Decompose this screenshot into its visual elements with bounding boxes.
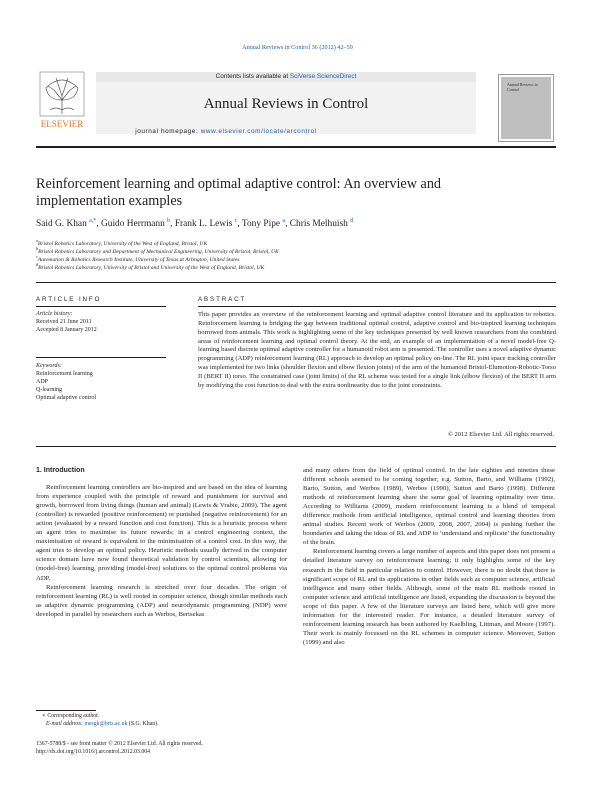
divider [198, 306, 556, 307]
author-affiliation-mark[interactable]: d [350, 218, 354, 224]
keyword: Reinforcement learning [36, 371, 93, 377]
right-column [303, 466, 555, 647]
doi-link[interactable]: http://dx.doi.org/10.1016/j.arcontrol.2012.03.004 [36, 749, 151, 755]
keyword: Q-learning [36, 387, 62, 393]
divider [36, 282, 556, 283]
author: Frank L. Lewis $^c$ [174, 218, 238, 230]
paragraph: Reinforcement learning research is stretched over four decades. The origin of reinforcement learning (RL) is well rooted in computer science, though similar methods such as adaptive dynamic programming (ADP) and neurodynamic programming (NDP) were developed in parallel by researchers such as Werbos, Bertsekas [36, 583, 287, 618]
affiliation: $^b$Bristol Robotics Laboratory and Department of Mechanical Engineering, University of Bristol, Bristol, UK [36, 246, 279, 255]
footnote-rule [36, 710, 96, 711]
affiliation: $^c$Automation & Robotics Research Institute, University of Texas at Arlington, United States [36, 254, 240, 263]
author: Said G. Khan $^{a,*}$ [36, 218, 97, 230]
email-note [46, 721, 159, 727]
abstract-text: This paper provides an overview of the reinforcement learning and optimal adaptive control literature and its application to robotics. Reinforcement learning is bridging the gap between traditional optimal control, adaptive control and bio-inspired learning techniques borrowed from animals. This work is highlighting some of the key techniques presented by well known researchers from the combined areas of reinforcement learning and optimal control theory. At the end, an example of an implementation of a novel model-free Q-learning based discrete optimal adaptive controller for a humanoid robot arm is presented. The controller uses a novel adaptive dynamic programming (ADP) reinforcement learning (RL) approach to develop an optimal policy on-line. The RL joint space tracking controller was implemented for two links (shoulder flexion and elbow flexion joints) of the arm of the humanoid Bristol-Elumotion-Robotic-Torso II (BERT II) torso. The constrained case (joint limits) of the RL scheme was tested for a single link (elbow flexion) of the BERT II arm by modifying the cost function to deal with the extra nonlinearity due to the joint constraints. [198, 311, 556, 389]
homepage-prefix: journal homepage: [135, 128, 201, 135]
received-date: Received 21 June 2011 [36, 319, 92, 325]
sciencedirect-link[interactable]: SciVerse ScienceDirect [289, 73, 357, 80]
keyword: Optimal adaptive control [36, 395, 96, 401]
journal-citation[interactable]: Annual Reviews in Control 36 (2012) 42–59 [242, 44, 353, 51]
journal-title-box [96, 82, 476, 134]
keyword: ADP [36, 379, 49, 385]
keywords-label: Keywords: [36, 363, 62, 369]
paragraph: Reinforcement learning covers a large number of aspects and this paper does not present a detailed literature survey on reinforcement learning; it only highlights some of the key research in the field in particular relation to control. However, there is no doubt that there is significant scope of RL and its applications in other fields such as computer science, artificial intelligence and many other fields. Although, some of the main RL methods rooted in computer science and artificial intelligence are listed, expanding the discussion is beyond the scope of this paper. A few of the literature surveys are listed here, which will give more information for the interested reader. For instance, a detailed literature survey of reinforcement learning research has been authored by Kaelbling, Littman, and Moore (1997). Their work is mainly focussed on the RL schemes in computer science. Moreover, Sutton (1999) and also [303, 548, 555, 646]
contents-line [96, 72, 476, 82]
author-affiliation-mark[interactable]: b [167, 218, 171, 224]
cover-image [501, 77, 551, 139]
journal-cover-thumbnail [498, 74, 554, 142]
cover-title: Annual Reviews in Control [507, 82, 538, 92]
author-list: Said G. Khan $^{a,*}$, Guido Herrmann $^b$, Frank L. Lewis $^c$, Tony Pipe $^a$, Chris Melhuish $^d$ [36, 218, 354, 230]
left-column [36, 466, 287, 619]
author: Tony Pipe $^a$ [241, 218, 286, 230]
affiliation: $^d$Bristol Robotics Laboratory, University of Bristol and University of the West of England, Bristol, UK [36, 262, 265, 271]
journal-header [36, 70, 556, 142]
affiliation: $^a$Bristol Robotics Laboratory, University of the West of England, Bristol, UK [36, 238, 208, 247]
journal-homepage [36, 128, 416, 135]
elsevier-tree-logo [36, 70, 88, 132]
author-affiliation-mark[interactable]: a,* [89, 218, 97, 224]
email-label: E-mail address: [46, 721, 85, 727]
email-suffix: (S.G. Khan). [127, 721, 159, 727]
accepted-date: Accepted 8 January 2012 [36, 327, 97, 333]
paragraph: Reinforcement learning controllers are bio-inspired and are based on the idea of learning from experience coupled with the principle of reward and punishment for survival and growth, borrowed from living things (human and animal) (Lewis & Vrabie, 2009). The agent (controller) is rewarded (positive reinforcement) or punished (negative reinforcement) for an action (evaluated by a reward function and cost function). This is a heuristic process where an agent tries to maximise its future rewards; in a control engineering context, the maximisation of reward is equivalent to the minimisation of a control cost. In this way, the agent tries to develop an optimal policy. Heuristic methods usually derived in the computer science domain have now found theoretical validation by control scientists, allowing for (model-free) learning, providing (model-free) solutions to the optimal control problems via ADP. [36, 484, 287, 582]
corresponding-note: ∗ Corresponding author. [42, 713, 100, 719]
journal-title: Annual Reviews in Control [203, 96, 369, 112]
article-info-heading: ARTICLE INFO [36, 296, 102, 303]
abstract-heading: ABSTRACT [198, 296, 247, 303]
contents-prefix: Contents lists available at [215, 73, 290, 80]
homepage-link[interactable]: www.elsevier.com/locate/arcontrol [200, 128, 317, 135]
author: Guido Herrmann $^b$ [100, 218, 171, 230]
author: Chris Melhuish $^d$ [289, 218, 354, 230]
copyright: © 2012 Elsevier Ltd. All rights reserved. [447, 431, 554, 438]
email-link[interactable]: mesgk@bris.ac.uk [84, 721, 128, 727]
divider [36, 357, 166, 358]
paragraph: and many others from the field of optimal control. In the late eighties and nineties these different schools seemed to be coming together, e.g. Sutton, Barto, and Williams (1992), Barto, Sutton, and Werbos (1989), Werbos (1990), Sutton and Barto (1998). Different methods of reinforcement learning share the same goal of learning optimality over time. According to Williams (2009), modern reinforcement learning is a blend of temporal difference methods from artificial intelligence, optimal control and learning theories from animal studies. Recent work of Werbos (2009, 2008, 2007, 2004) is pushing further the boundaries and taking the ideas of RL and ADP to ‘understand and replicate’ the functionality of the brain. [303, 467, 555, 547]
header-rule [36, 146, 556, 148]
author-affiliation-mark[interactable]: c [234, 218, 238, 224]
author-affiliation-mark[interactable]: a [282, 218, 286, 224]
section-heading: 1. Introduction [36, 467, 85, 474]
issn-line: 1367-5788/$ - see front matter © 2012 Elsevier Ltd. All rights reserved. [36, 741, 203, 747]
history-label: Article history: [36, 311, 73, 317]
divider [36, 446, 556, 447]
divider [36, 306, 166, 307]
publisher-name: ELSEVIER [40, 119, 84, 129]
paper-title: Reinforcement learning and optimal adaptive control: An overview and implementation examples [36, 176, 442, 209]
